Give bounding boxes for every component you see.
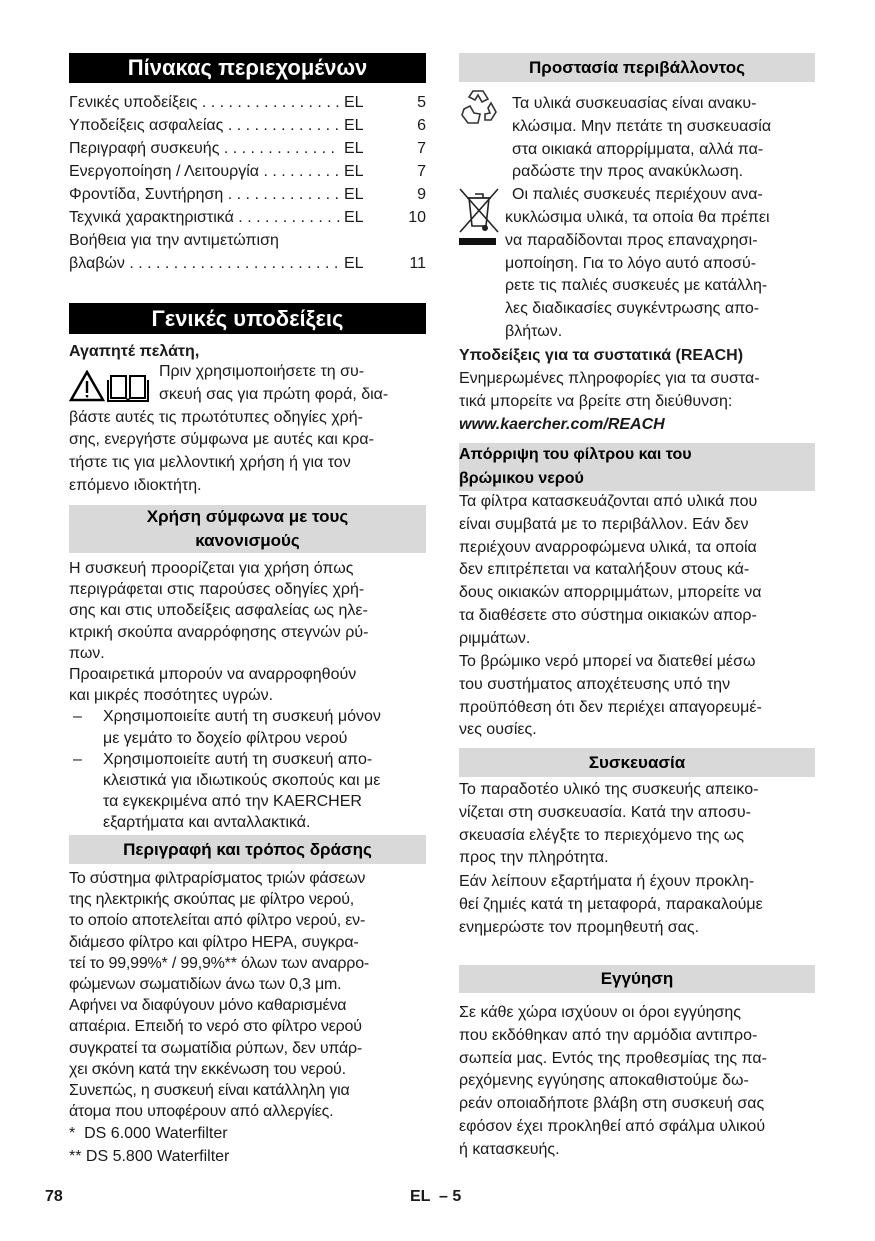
toc-label: Γενικές υποδείξεις . . . bbox=[69, 91, 340, 114]
filter-disposal-p2: Το βρώμικο νερό μπορεί να διατεθεί μέσω του συστήματος αποχέτευσης υπό την προϋπόθεση ότι δεν περιέχει απαγορευμέ- νες ουσίες. bbox=[459, 653, 762, 739]
toc-item[interactable] bbox=[69, 229, 426, 275]
toc-label: Περιγραφή συσκευής . . . bbox=[69, 137, 340, 160]
warranty-title: Εγγύηση bbox=[459, 965, 815, 993]
reach-text: Ενημερωμένες πληροφορίες για τα συστα- τικά μπορείτε να βρείτε στη διεύθυνση: bbox=[459, 370, 760, 410]
toc-item[interactable] bbox=[69, 91, 426, 114]
filter-disposal-p1: Τα φίλτρα κατασκευάζονται από υλικά που είναι συμβατά με το περιβάλλον. Εάν δεν περιέχουν αναρροφώμενα υλικά, τα οποία δεν επιτρέπεται να καταλήξουν στους κά- δους οικιακών απορριμμάτων, μπορείτε να τα διαθέσετε στο σύστημα οικιακών απορ- ριμμάτων. bbox=[459, 493, 762, 647]
greeting: Αγαπητέ πελάτη, bbox=[69, 343, 200, 360]
filter-disposal-title: Απόρριψη του φίλτρου και του βρώμικου νερού bbox=[459, 443, 815, 491]
intended-use-list bbox=[69, 706, 426, 833]
dash-bullet: – bbox=[73, 708, 82, 726]
table-of-contents bbox=[69, 91, 426, 275]
list-item bbox=[69, 749, 426, 834]
toc-lang: EL bbox=[344, 209, 364, 226]
toc-item[interactable] bbox=[69, 206, 426, 229]
list-item-text: Χρησιμοποιείτε αυτή τη συσκευή απο- κλειστικά για ιδιωτικούς σκοπούς και με τα εγκεκριμένα από την KAERCHER εξαρτήματα και ανταλλακτικά. bbox=[103, 750, 381, 832]
intended-use-body bbox=[69, 558, 426, 834]
manual-book-icon bbox=[107, 370, 149, 402]
toc-item[interactable] bbox=[69, 160, 426, 183]
toc-item[interactable] bbox=[69, 114, 426, 137]
page-number: 78 bbox=[45, 1188, 63, 1205]
toc-item[interactable] bbox=[69, 137, 426, 160]
toc-page: 5 bbox=[417, 94, 426, 111]
toc-page: 7 bbox=[417, 163, 426, 180]
dash-bullet: – bbox=[73, 750, 82, 768]
toc-title: Πίνακας περιεχομένων bbox=[69, 53, 426, 83]
intro-block bbox=[69, 361, 426, 498]
section-page-label: EL – 5 bbox=[410, 1188, 462, 1205]
toc-lang: EL bbox=[344, 140, 364, 157]
reach-title: Υποδείξεις για τα συστατικά (REACH) bbox=[459, 347, 744, 364]
weee-text-first: Οι παλιές συσκευές περιέχουν ανα- bbox=[512, 186, 763, 203]
footnote-2: ** DS 5.800 Waterfilter bbox=[69, 1148, 230, 1166]
toc-lang: EL bbox=[344, 94, 364, 111]
toc-page: 6 bbox=[417, 117, 426, 134]
toc-page: 9 bbox=[417, 186, 426, 203]
recycle-text: Τα υλικά συσκευασίας είναι ανακυ- κλώσιμα. Μην πετάτε τη συσκευασία στα οικιακά απορρίμματα, αλλά πα- ραδώστε την προς ανακύκλωση. bbox=[512, 95, 772, 181]
icons bbox=[69, 361, 159, 407]
packaging-p1: Το παραδοτέο υλικό της συσκευής απεικο- νίζεται στη συσκευασία. Κατά την αποσυ- σκευασία ελέγξτε το περιεχόμενο της ως προς την πληρότητα. bbox=[459, 781, 759, 867]
toc-page: 11 bbox=[409, 255, 426, 272]
toc-label: βλαβών . . . bbox=[69, 252, 340, 275]
list-item bbox=[69, 706, 426, 748]
toc-label: Βοήθεια για την αντιμετώπιση bbox=[69, 232, 279, 249]
warranty-text: Σε κάθε χώρα ισχύουν οι όροι εγγύησης που εκδόθηκαν από την αρμόδια αντιπρο- σωπεία μας. Εντός της προθεσμίας της πα- ρεχόμενης εγγύησης αποκαθιστούμε δω- ρεάν οποιαδήποτε βλάβη στη συσκευή σας εφόσον έχει προκληθεί από σφάλμα υλικού ή κατασκευής. bbox=[459, 1004, 767, 1158]
packaging-p2: Εάν λείπουν εξαρτήματα ή έχουν προκλη- θεί ζημιές κατά τη μεταφορά, παρακαλούμε ενημερώστε τον προμηθευτή σας. bbox=[459, 873, 763, 936]
intro-text: βάστε αυτές τις πρωτότυπες οδηγίες χρή- σης, ενεργήστε σύμφωνα με αυτές και κρα- τήστε τις για μελλοντική χρήση ή για τον επόμενο ιδιοκτήτη. bbox=[69, 408, 374, 494]
general-title: Γενικές υποδείξεις bbox=[69, 303, 426, 334]
toc-item[interactable] bbox=[69, 183, 426, 206]
toc-page: 10 bbox=[408, 209, 426, 226]
toc-label: Φροντίδα, Συντήρηση . . . bbox=[69, 183, 340, 206]
toc-lang: EL bbox=[344, 186, 364, 203]
description-text: Το σύστημα φιλτραρίσματος τριών φάσεων της ηλεκτρικής σκούπας με φίλτρο νερού, το οποίο αποτελείται από φίλτρο νερού, εν- διάμεσο φίλτρο και φίλτρο HEPA, συγκρα- τεί το 99,99%* / 99,9%** όλων των αναρρο- φώμενων σωματιδίων άνω των 0,3 μm. Αφήνει να διαφύγουν μόνο καθαρισμένα απαέρια. Επειδή το νερό στο φίλτρο νερού συγκρατεί τα σωματίδια ρύπων, δεν υπάρ- χει σκόνη κατά την εκκένωση του νερού. Συνεπώς, η συσκευή είναι κατάλληλη για άτομα που υποφέρουν από αλλεργίες. bbox=[69, 870, 370, 1121]
list-item-text: Χρησιμοποιείτε αυτή τη συσκευή μόνον με γεμάτο το δοχείο φίλτρου νερού bbox=[103, 708, 381, 747]
environment-title: Προστασία περιβάλλοντος bbox=[459, 53, 815, 82]
toc-label: Τεχνικά χαρακτηριστικά . . . bbox=[69, 206, 340, 229]
intended-use-title: Χρήση σύμφωνα με τους κανονισμούς bbox=[69, 505, 426, 553]
weee-text: κυκλώσιμα υλικά, τα οποία θα πρέπει να παραδίδονται προς επαναχρησι- μοποίηση. Για το λόγο αυτό αποσύ- ρετε τις παλιές συσκευές με κατάλλη- λες διαδικασίες συγκέντρωσης απο- βλήτων. bbox=[505, 209, 770, 340]
description-title: Περιγραφή και τρόπος δράσης bbox=[69, 835, 426, 864]
toc-page: 7 bbox=[417, 140, 426, 157]
intended-use-p1: Η συσκευή προορίζεται για χρήση όπως περιγράφεται στις παρούσες οδηγίες χρή- σης και στις υποδείξεις ασφαλείας ως ηλε- κτρική σκούπα αναρρόφησης στεγνών ρύ- πων. bbox=[69, 560, 369, 662]
footnote-1: * DS 6.000 Waterfilter bbox=[69, 1125, 228, 1143]
packaging-title: Συσκευασία bbox=[459, 748, 815, 777]
description-body bbox=[69, 868, 426, 1168]
reach-link[interactable]: www.kaercher.com/REACH bbox=[459, 416, 665, 433]
toc-label: Υποδείξεις ασφαλείας . . . bbox=[69, 114, 340, 137]
toc-lang: EL bbox=[344, 117, 364, 134]
recycle-icon bbox=[459, 87, 499, 129]
toc-label: Ενεργοποίηση / Λειτουργία . . . bbox=[69, 160, 340, 183]
weee-bar-icon bbox=[459, 238, 496, 245]
intro-text-head: Πριν χρησιμοποιήσετε τη συ- σκευή σας για πρώτη φορά, δια- bbox=[159, 363, 389, 403]
intended-use-p2: Προαιρετικά μπορούν να αναρροφηθούν και μικρές ποσότητες υγρών. bbox=[69, 666, 357, 705]
warning-icon bbox=[69, 370, 105, 402]
toc-lang: EL bbox=[344, 163, 364, 180]
toc-lang: EL bbox=[344, 255, 364, 272]
weee-crossed-bin-icon bbox=[459, 188, 499, 234]
